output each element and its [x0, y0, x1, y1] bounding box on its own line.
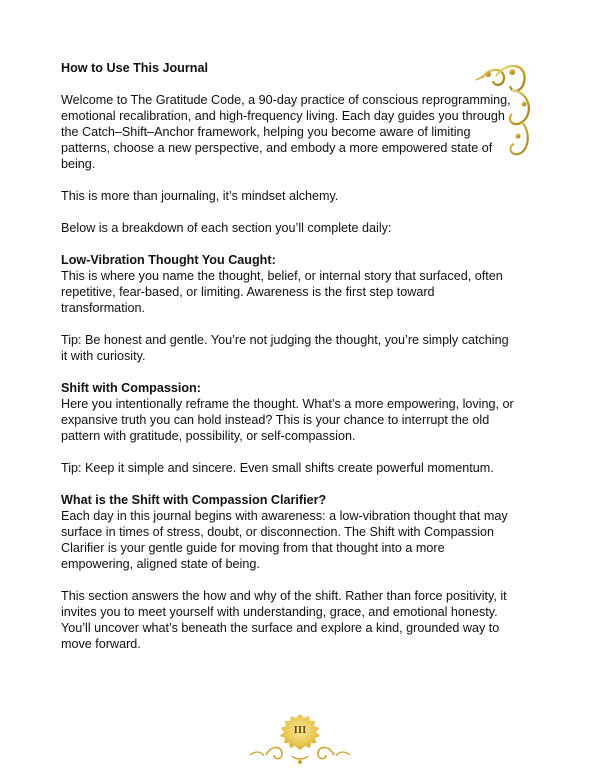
section-title-clarifier: What is the Shift with Compassion Clarifier?: [61, 493, 327, 507]
intro-paragraph: Welcome to The Gratitude Code, a 90-day practice of conscious reprogramming, emotional recalibration, and high-frequency living. Each day guides you through the Catch–Shift–Anchor framework, helping you become aware of limiting patterns, choose a new perspective, and embody a more empowered state of being.: [61, 93, 511, 171]
section-body-clarifier-2: This section answers the how and why of the shift. Rather than force positivity, it invites you to meet yourself with understanding, grace, and emotional honesty. You’ll uncover what’s beneath the surface and explore a kind, grounded way to move forward.: [61, 589, 507, 651]
page-number: III: [293, 726, 307, 736]
section-body-clarifier: Each day in this journal begins with awareness: a low-vibration thought that may surface in times of stress, doubt, or disconnection. The Shift with Compassion Clarifier is your gentle guide for moving from that thought into a more empowering, aligned state of being.: [61, 509, 508, 571]
section-tip-low-vibration: Tip: Be honest and gentle. You’re not judging the thought, you’re simply catching it with curiosity.: [61, 333, 509, 363]
section-title-low-vibration: Low-Vibration Thought You Caught:: [61, 253, 276, 267]
section-body-low-vibration: This is where you name the thought, belief, or internal story that surfaced, often repetitive, fear-based, or limiting. Awareness is the first step toward transformation.: [61, 269, 503, 315]
intro-paragraph: This is more than journaling, it’s mindset alchemy.: [61, 189, 339, 203]
section-body-shift: Here you intentionally reframe the thought. What’s a more empowering, loving, or expansive truth you can hold instead? This is your chance to interrupt the old pattern with gratitude, possibility, or self-compassion.: [61, 397, 514, 443]
intro-paragraph: Below is a breakdown of each section you’ll complete daily:: [61, 221, 392, 235]
journal-page-content: [61, 60, 516, 668]
section-title-shift: Shift with Compassion:: [61, 381, 201, 395]
gold-footer-flourish-icon: [180, 712, 420, 772]
section-tip-shift: Tip: Keep it simple and sincere. Even small shifts create powerful momentum.: [61, 461, 494, 475]
page-heading: How to Use This Journal: [61, 61, 208, 75]
